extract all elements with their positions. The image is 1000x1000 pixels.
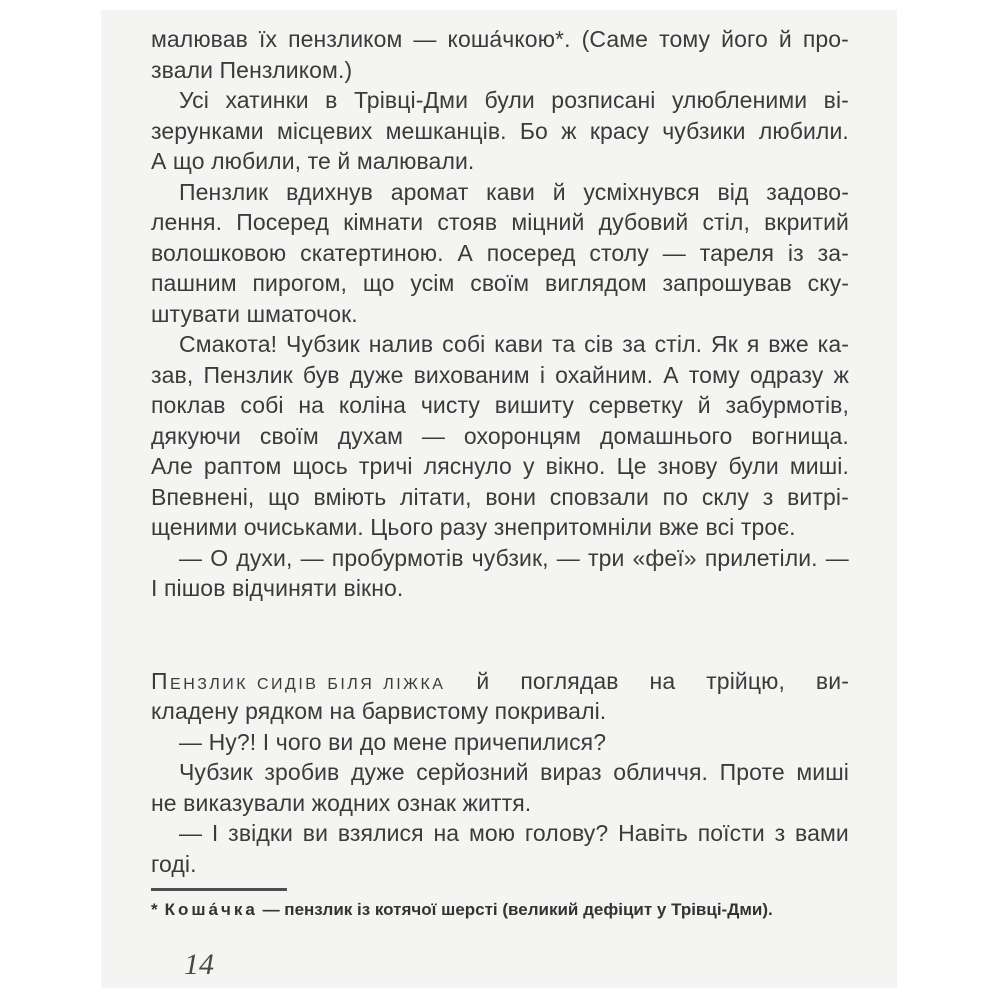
text-line: — О духи, — пробурмотів чубзик, — три «феї» прилетіли. —	[179, 544, 849, 571]
paragraph	[151, 177, 849, 330]
footnote	[151, 898, 849, 922]
paragraph	[151, 818, 849, 879]
footnote-marker: *	[151, 899, 158, 919]
text-line: А що любили, те й малювали.	[151, 148, 475, 174]
text-line: Смакота! Чубзик налив собі кави та сів за стіл. Як я вже ка-	[179, 331, 849, 357]
body-text	[151, 24, 849, 879]
text-line: лення. Посеред кімнати стояв міцний дубовий стіл, вкритий	[151, 209, 849, 235]
text-line: — І звідки ви взялися на мою голову? Навіть поїсти з вами	[179, 820, 849, 846]
text-line: годі.	[151, 850, 197, 877]
text-line: щеними очиськами. Цього разу знепритомніли вже всі троє.	[151, 514, 796, 540]
text-line: дякуючи своїм духам — охоронцям домашнього вогнища.	[151, 422, 849, 449]
page-number: 14	[184, 947, 214, 981]
paragraph	[151, 329, 849, 543]
text-line: кладену рядком на барвистому покривалі.	[151, 698, 607, 724]
text-line: Чубзик зробив дуже серйозний вираз обличчя. Проте миші	[179, 759, 849, 785]
text-line: пашним пирогом, що усім своїм виглядом запрошував ску-	[151, 270, 849, 296]
text-line: Але раптом щось тричі ляснуло у вікно. Це знову були миші.	[151, 453, 849, 479]
text-line: Впевнені, що вміють літати, вони сповзали по склу з витрі-	[151, 483, 849, 510]
text-line: малював їх пензликом — коша́чкою*. (Саме тому його й про-	[151, 26, 849, 52]
text-line: зерунками місцевих мешканців. Бо ж красу чубзики любили.	[151, 117, 849, 144]
paragraph	[151, 543, 849, 604]
text-line: зав, Пензлик був дуже вихованим і охайним. А тому одразу ж	[151, 361, 849, 388]
text-line: — Ну?! І чого ви до мене причепилися?	[179, 728, 607, 755]
text-line: Пензлик вдихнув аромат кави й усміхнувся від задово-	[179, 178, 849, 205]
paragraph	[151, 757, 849, 818]
paragraph	[151, 24, 849, 85]
text-line: звали Пензликом.)	[151, 56, 353, 83]
text-line: І пішов відчиняти вікно.	[151, 575, 404, 601]
footnote-rule	[151, 888, 287, 891]
footnote-block	[151, 888, 849, 922]
book-page	[101, 10, 897, 988]
paragraph	[151, 666, 849, 727]
text-line: Усі хатинки в Трівці-Дми були розписані улюбленими ві-	[179, 87, 849, 113]
footnote-term: Коша́чка	[164, 899, 258, 919]
text-line: Пензлик сидів біля ліжка й поглядав на трійцю, ви-	[151, 666, 849, 697]
paragraph	[151, 85, 849, 177]
text-line: не виказували жодних ознак життя.	[151, 789, 532, 816]
text-line: штувати шматочок.	[151, 300, 358, 327]
section-lead: Пензлик сидів біля ліжка	[151, 667, 446, 694]
text-line: волошковою скатертиною. А посеред столу — тареля із за-	[151, 239, 849, 266]
text-line: поклав собі на коліна чисту вишиту серветку й забурмотів,	[151, 392, 849, 418]
footnote-definition: — пензлик із котячої шерсті (великий дефіцит у Трівці-Дми).	[262, 899, 773, 919]
paragraph	[151, 727, 849, 758]
